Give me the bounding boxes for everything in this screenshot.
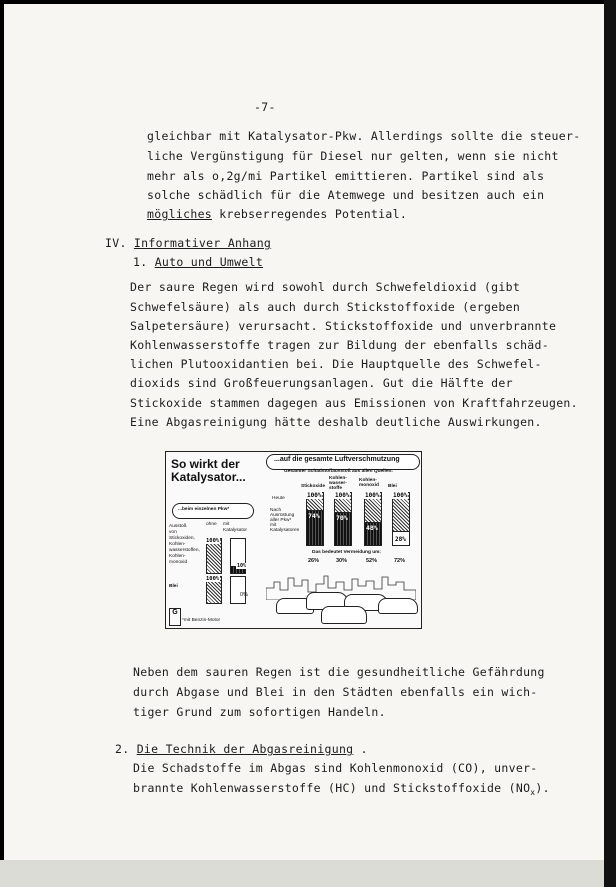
vermeidung-value: 30% <box>336 558 348 564</box>
row-label: Stickoxiden, <box>169 536 195 541</box>
vermeidung-value: 52% <box>366 558 378 564</box>
col-mit: mit <box>223 522 230 527</box>
heute-value: 100% <box>393 492 408 499</box>
right-bubble-text: ...auf die gesamte Luftverschmutzung <box>274 456 400 463</box>
figure-footnote: *mit Benzin-Motor <box>182 618 221 623</box>
figure-title: So wirkt der Katalysator... <box>171 457 246 484</box>
paragraph-2-line: Der saure Regen wird sowohl durch Schwefeldioxid (gibt <box>130 280 521 294</box>
paragraph-1-line: solche schädlich für die Atemwege und besitzen auch ein <box>147 188 545 202</box>
catalyst-infographic <box>165 451 422 629</box>
vermeidung-value: 72% <box>394 558 406 564</box>
nach-value: 28% <box>395 536 406 543</box>
subsection-heading: 1. Auto und Umwelt <box>133 255 264 269</box>
row-nach: mit <box>270 523 277 528</box>
row-label: wasserstoffen, <box>169 548 200 553</box>
paragraph-2-line: Eine Abgasreinigung hätte deshalb deutliche Auswirkungen. <box>130 415 542 429</box>
nach-value: 74% <box>308 512 320 520</box>
paragraph-2-line: lichen Plutooxidantien bei. Die Hauptquelle des Schwefel- <box>130 357 542 371</box>
category-label: Stickoxide <box>301 484 325 489</box>
paragraph-3-line: tiger Grund zum sofortigen Handeln. <box>133 705 386 719</box>
col-kat: Katalysator <box>223 528 247 533</box>
publisher-logo: G <box>169 608 181 626</box>
row-label: monoxid <box>169 560 188 565</box>
row-label: Ausstoß <box>169 524 187 529</box>
paragraph-4-line: Die Schadstoffe im Abgas sind Kohlenmonoxid (CO), unver- <box>133 761 538 775</box>
paragraph-2-line: Stickoxide stammen dagegen aus Emissionen von Kraftfahrzeugen. <box>130 396 578 410</box>
category-label: Blei <box>388 484 397 489</box>
row-label: Kohlen- <box>169 542 186 547</box>
paragraph-4-line: brannte Kohlenwasserstoffe (HC) und Stickstoffoxide $(NO_x)$. <box>133 781 550 797</box>
paragraph-1-line: gleichbar mit Katalysator-Pkw. Allerdings sollte die steuer- <box>147 129 581 143</box>
left-bubble-text: ...beim einzelnen Pkw* <box>178 507 230 512</box>
nach-value: 48% <box>366 524 378 532</box>
vermeidung-label: Das bedeutet Vermeidung um: <box>312 550 382 555</box>
paragraph-2-line: Schwefelsäure) als auch durch Stickstoffoxide (ergeben <box>130 300 521 314</box>
heute-value: 100% <box>365 492 380 499</box>
heute-value: 100% <box>335 492 350 499</box>
category-label: Kohlen-monoxid <box>359 478 379 488</box>
nach-value: 70% <box>336 514 348 522</box>
car-illustration <box>378 598 418 614</box>
row-nach: aller Pkw* <box>270 518 292 523</box>
col-ohne: ohne <box>206 522 217 527</box>
paragraph-2-line: Kohlenwasserstoffe tragen zur Bildung der ebenfalls schäd- <box>130 338 549 352</box>
paragraph-1-last-line: mögliches krebserregendes Potential. <box>147 207 408 221</box>
paragraph-1-line: liche Vergünstigung für Diesel nur gelten, wenn sie nicht <box>147 149 559 163</box>
bar-mit-blei-frame <box>230 576 246 604</box>
label-100-b: 100% <box>206 576 220 582</box>
label-100-a: 100% <box>206 538 220 544</box>
scan-border-right <box>604 0 616 887</box>
label-10: 10% <box>237 563 247 569</box>
paragraph-1-line: mehr als o,2g/mi Partikel emittieren. Partikel sind als <box>147 169 545 183</box>
row-blei: Blei <box>169 584 178 589</box>
right-subtitle: Gesamter Schadstoffausstoß aus allen Quellen: <box>284 469 394 474</box>
section-heading: IV. Informativer Anhang <box>105 236 272 250</box>
paragraph-2-line: dioxids sind Großfeuerungsanlagen. Gut die Hälfte der <box>130 376 513 390</box>
paragraph-3-line: Neben dem sauren Regen ist die gesundheitliche Gefährdung <box>133 665 545 679</box>
paragraph-2-line: Salpetersäure) verursacht. Stickstoffoxide und unverbrannte <box>130 319 557 333</box>
row-label: von <box>169 530 177 535</box>
row-nach: Nach <box>270 508 282 513</box>
underlined-word: mögliches <box>147 207 213 221</box>
page-number: -7- <box>254 100 276 114</box>
row-nach: Katalysatoren <box>270 528 300 533</box>
car-illustration <box>321 606 367 624</box>
row-nach: Ausrüstung <box>270 513 295 518</box>
heute-value: 100% <box>307 492 322 499</box>
row-label: Kohlen- <box>169 554 186 559</box>
scan-border-bottom <box>0 860 616 887</box>
subsection-2-heading: 2. Die Technik der Abgasreinigung . <box>115 742 368 756</box>
label-0: 0% <box>240 592 248 598</box>
vermeidung-value: 26% <box>308 558 320 564</box>
category-label: Kohlen-wasser-stoffe <box>329 476 347 491</box>
row-heute: Heute <box>272 496 285 501</box>
paragraph-3-line: durch Abgase und Blei in den Städten ebenfalls ein wich- <box>133 685 538 699</box>
